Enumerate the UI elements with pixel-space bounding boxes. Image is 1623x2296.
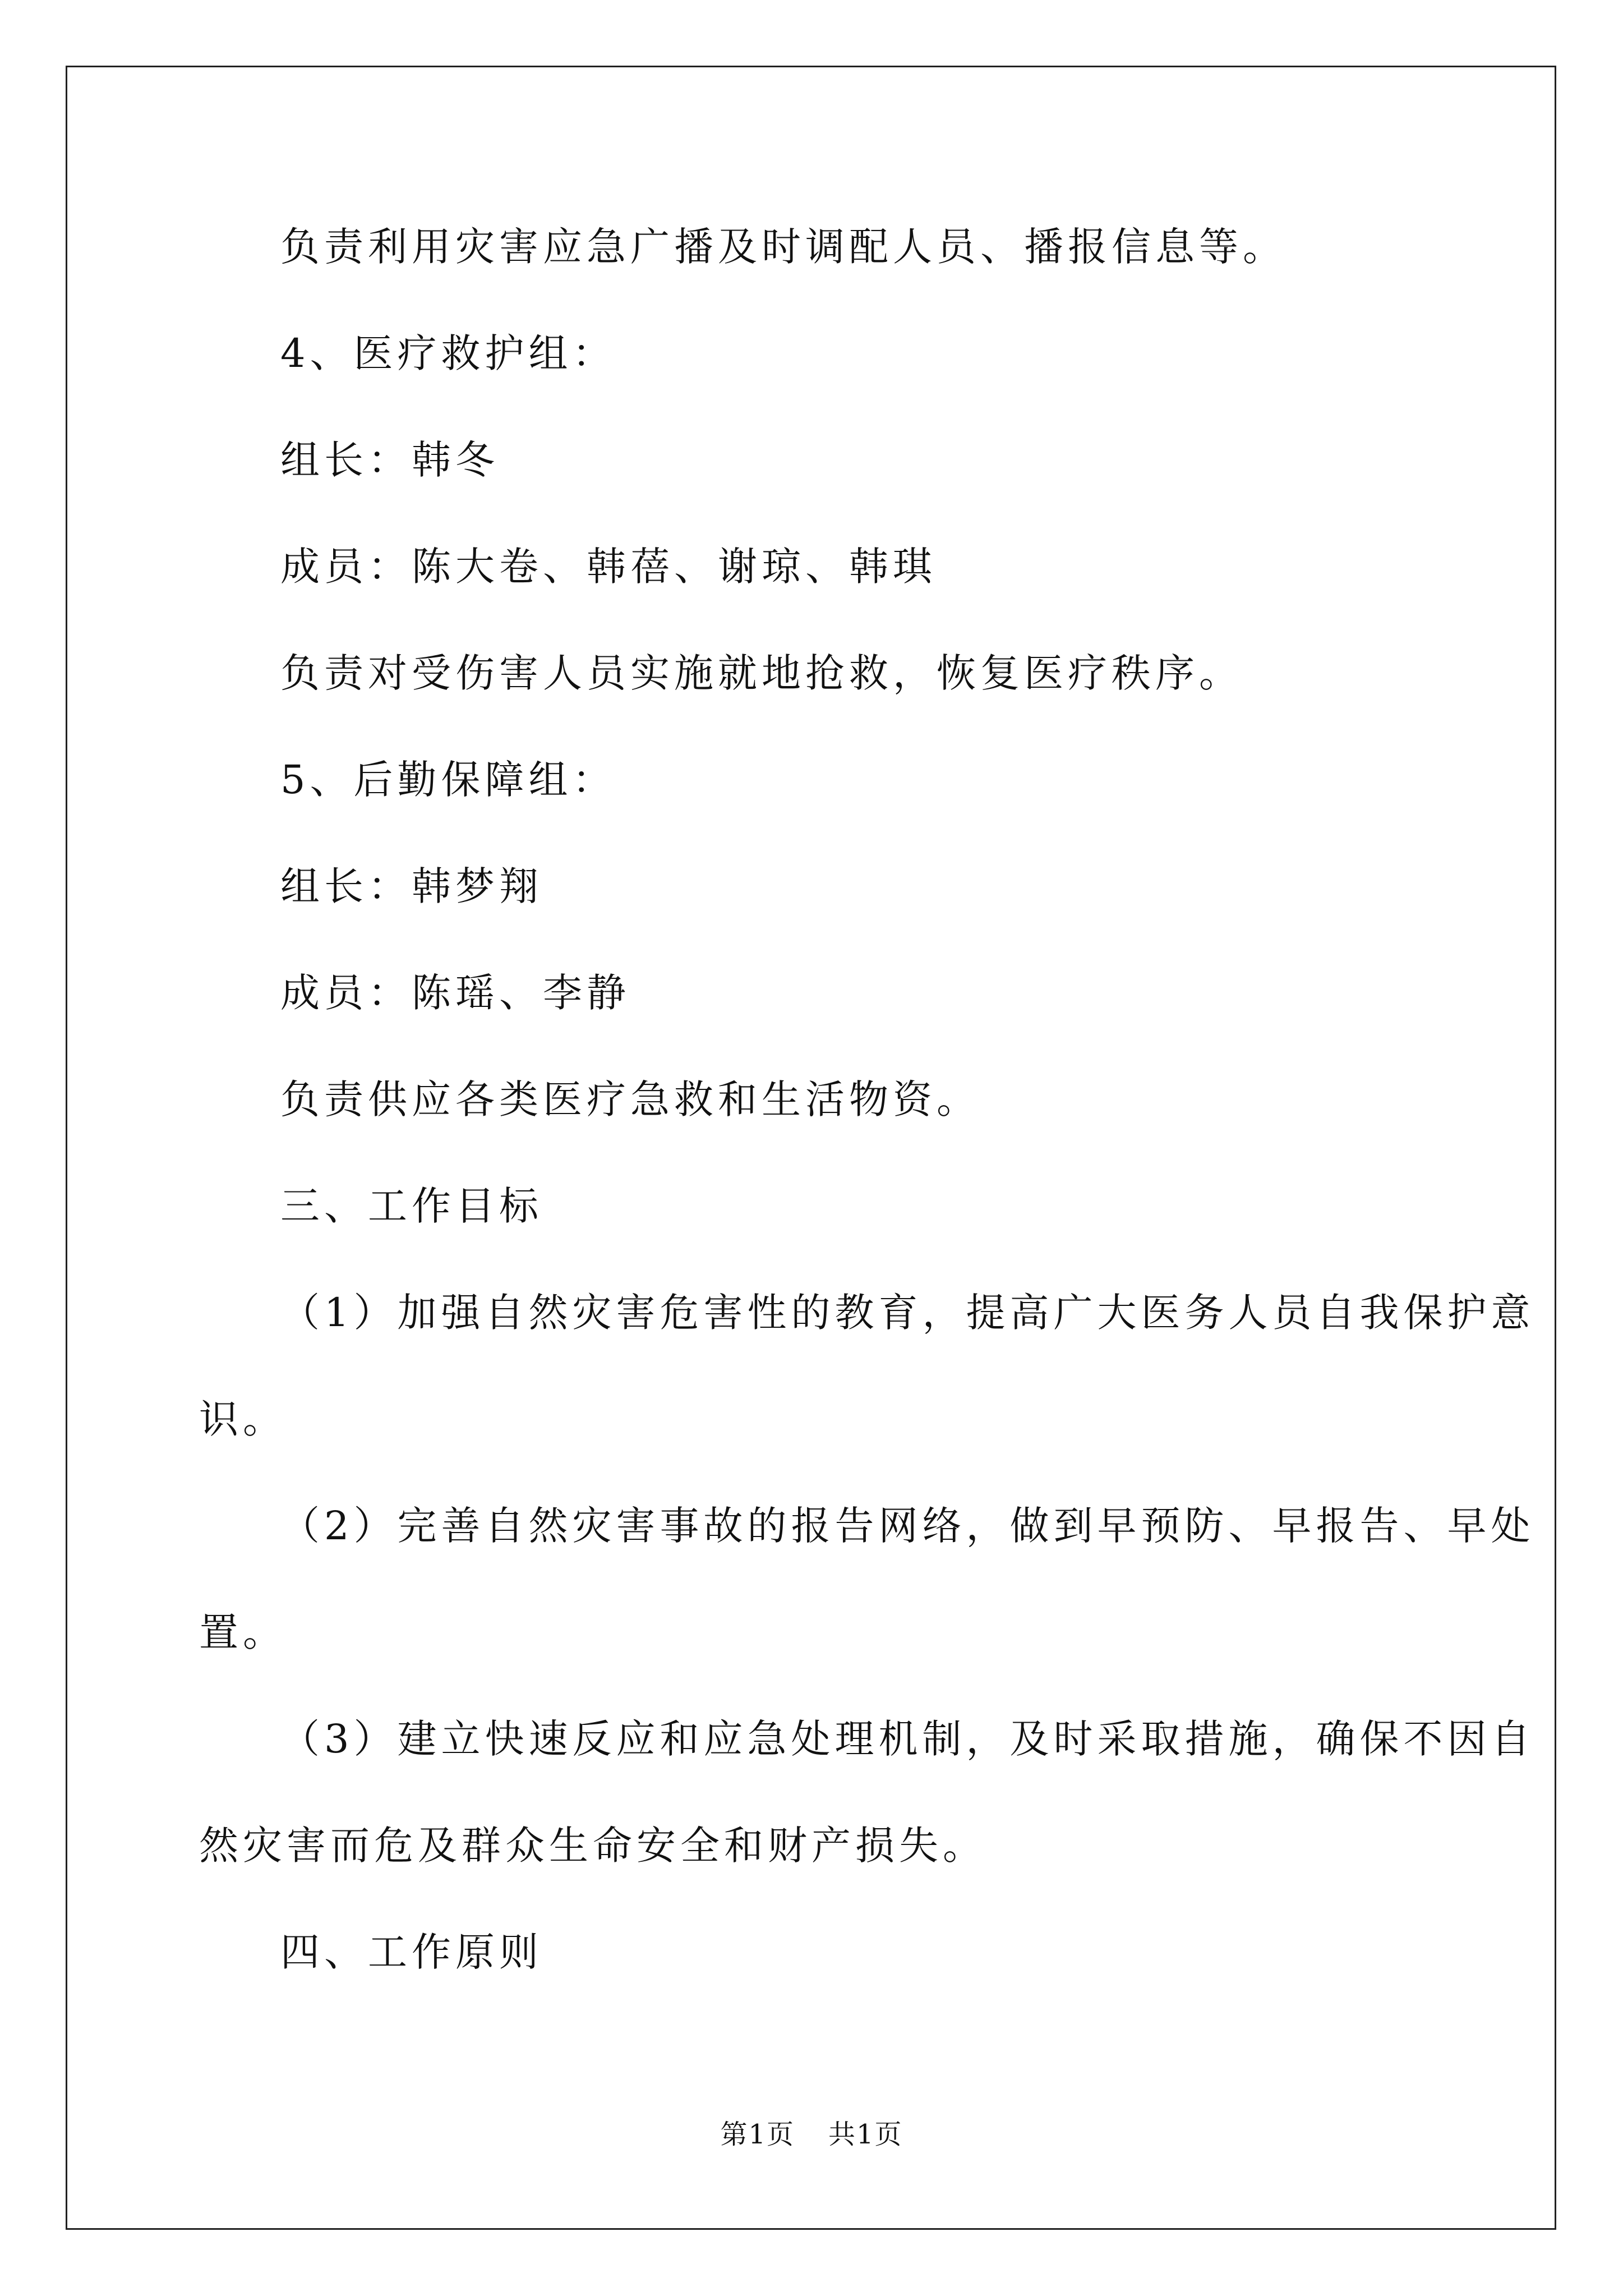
heading-logistics-group: 5、后勤保障组： (280, 757, 616, 803)
page-border (66, 66, 1556, 2230)
goal-3-line-1: （3）建立快速反应和应急处理机制，及时采取措施，确保不因自 (280, 1716, 1535, 1762)
heading-work-goals: 三、工作目标 (280, 1183, 543, 1229)
paragraph-logistics-duty: 负责供应各类医疗急救和生活物资。 (280, 1076, 980, 1122)
goal-2-line-2: 置。 (199, 1609, 287, 1655)
medical-group-leader: 组长：韩冬 (280, 437, 499, 483)
paragraph-broadcast-duty: 负责利用灾害应急广播及时调配人员、播报信息等。 (280, 224, 1287, 270)
logistics-group-members: 成员：陈瑶、李静 (280, 970, 630, 1016)
medical-group-members: 成员：陈大卷、韩蓓、谢琼、韩琪 (280, 544, 937, 590)
goal-2-line-1: （2）完善自然灾害事故的报告网络，做到早预防、早报告、早处 (280, 1503, 1535, 1549)
page-footer (0, 2118, 1623, 2151)
logistics-group-leader: 组长：韩梦翔 (280, 863, 543, 909)
goal-1-line-2: 识。 (199, 1396, 287, 1442)
goal-3-line-2: 然灾害而危及群众生命安全和财产损失。 (199, 1823, 986, 1869)
paragraph-medical-duty: 负责对受伤害人员实施就地抢救，恢复医疗秩序。 (280, 650, 1243, 696)
heading-medical-rescue-group: 4、医疗救护组： (280, 330, 616, 376)
heading-work-principles: 四、工作原则 (280, 1929, 543, 1975)
goal-1-line-1: （1）加强自然灾害危害性的教育，提高广大医务人员自我保护意 (280, 1290, 1535, 1336)
page-number: 第1页 (720, 2119, 795, 2150)
page-total: 共1页 (828, 2119, 903, 2150)
